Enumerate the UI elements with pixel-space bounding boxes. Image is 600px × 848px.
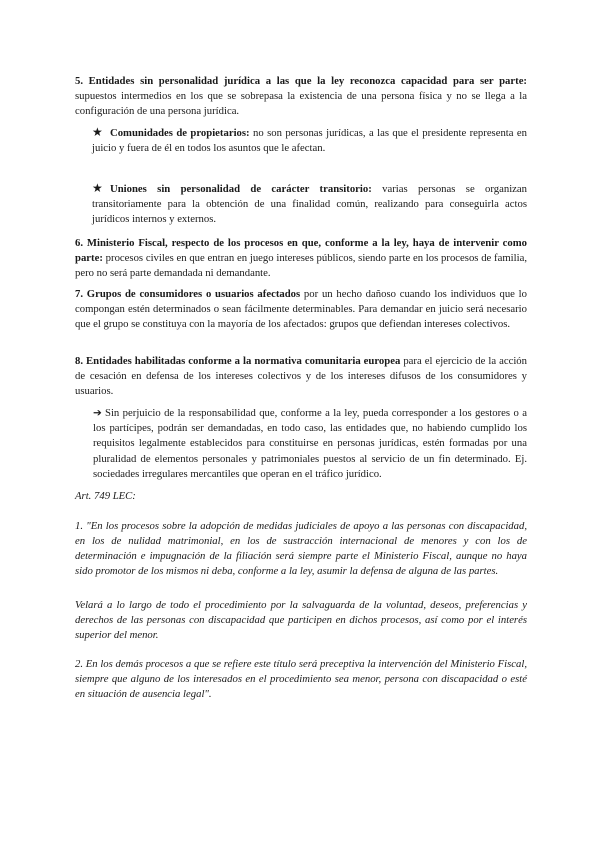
bullet-uniones (92, 181, 527, 227)
section-7-body: por un hecho dañoso cuando los individuos que lo compongan estén determinados o sean fácilmente determinables. Para demandar en juicio será necesario que el grupo se constituya con la mayoría de los afectados: grupos que defiendan intereses colectivos. (75, 288, 527, 330)
bullet-body: no son personas jurídicas, a las que el presidente representa en juicio y fuera de él en todos los asuntos que le afectan. (92, 127, 527, 154)
section-5-body: supuestos intermedios en los que se sobrepasa la existencia de una persona física y no se llega a la configuración de una persona jurídica. (75, 90, 527, 117)
section-8-body: para el ejercicio de la acción de cesación en defensa de los intereses colectivos y de los intereses difusos de los consumidores y usuarios. (75, 355, 527, 397)
bullet-heading: Comunidades de propietarios: (110, 127, 250, 139)
section-5-paragraph (75, 74, 527, 119)
section-6-heading: 6. Ministerio Fiscal, respecto de los procesos en que, conforme a la ley, haya de intervenir como parte: (75, 237, 527, 264)
section-5-heading: 5. Entidades sin personalidad jurídica a las que la ley reconozca capacidad para ser parte: (75, 75, 527, 87)
article-paragraph-3: 2. En los demás procesos a que se refiere este título será preceptiva la intervención del Ministerio Fiscal, siempre que alguno de los interesados en el procedimiento sea menor, persona con discapacidad o esté en situación de ausencia legal". (75, 658, 527, 700)
bullet-body: varias personas se organizan transitoriamente para la obtención de una finalidad común, realizando para conseguirla actos jurídicos internos y externos. (92, 183, 527, 225)
bullet-comunidades (92, 125, 527, 156)
section-8-heading: 8. Entidades habilitadas conforme a la normativa comunitaria europea (75, 355, 401, 367)
section-8-paragraph (75, 354, 527, 399)
section-6-paragraph (75, 236, 527, 281)
star-bullet-icon: ★ (92, 181, 103, 195)
section-6-body: procesos civiles en que entran en juego intereses públicos, siendo parte en los procesos de familia, pero no será parte demandada ni demandante. (75, 252, 527, 279)
arrow-right-icon: ➔ (93, 407, 102, 419)
section-7-heading: 7. Grupos de consumidores o usuarios afectados (75, 288, 301, 300)
arrow-note-text: Sin perjuicio de la responsabilidad que, conforme a la ley, pueda corresponder a los gestores o a los partícipes, podrán ser demandadas, en todo caso, las entidades que, no habiendo cumplido los requisitos legalmente establecidos para constituirse en personas jurídicas, estén formadas por una pluralidad de elementos personales y patrimoniales puestos al servicio de un fin determinado. Ej. sociedades irregulares mercantiles que operan en el tráfico jurídico. (93, 407, 527, 480)
article-paragraph-2: Velará a lo largo de todo el procedimiento por la salvaguarda de la voluntad, deseos, preferencias y derechos de las personas con discapacidad que participen en dichos procesos, así como por el interés superior del menor. (75, 599, 527, 641)
section-7-paragraph (75, 287, 527, 332)
article-paragraph-1: 1. "En los procesos sobre la adopción de medidas judiciales de apoyo a las personas con discapacidad, en los de nulidad matrimonial, en los de sustracción internacional de menores y con los de determinación e impugnación de la filiación será siempre parte el Ministerio Fiscal, aunque no haya sido promotor de los mismos ni deba, conforme a la ley, asumir la defensa de alguna de las partes. (75, 520, 527, 577)
star-bullet-icon: ★ (92, 125, 103, 139)
bullet-heading: Uniones sin personalidad de carácter transitorio: (110, 183, 372, 195)
arrow-note (93, 406, 527, 482)
article-title: Art. 749 LEC: (75, 490, 136, 502)
